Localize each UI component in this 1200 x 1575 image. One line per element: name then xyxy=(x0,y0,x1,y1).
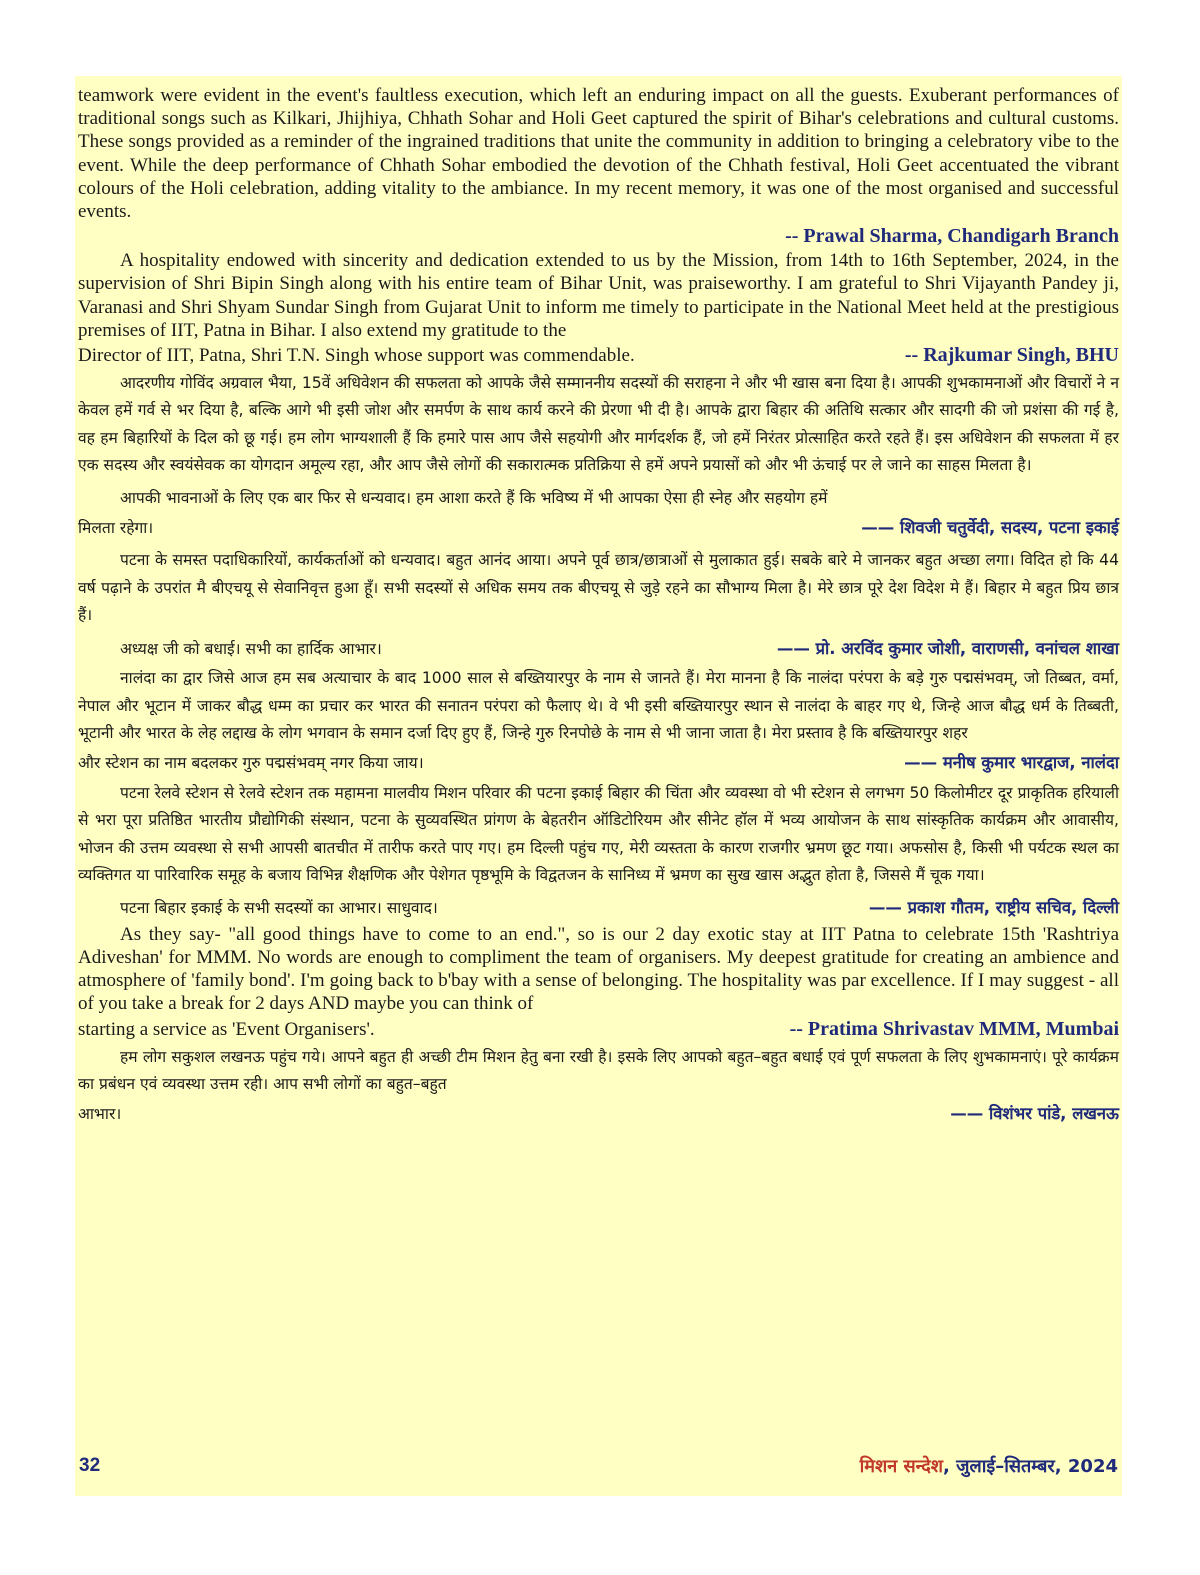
paragraph-7-last-line xyxy=(78,749,1119,777)
letter-paragraph-4: आपकी भावनाओं के लिए एक बार फिर से धन्यवाद। हम आशा करते हैं कि भविष्य में भी आपका ऐसा ही स्नेह और सहयोग हमें xyxy=(120,488,828,507)
paragraph-4-last-line xyxy=(78,514,1119,542)
page-footer xyxy=(75,1436,1122,1496)
paragraph-6-line xyxy=(78,635,1119,663)
paragraph-9-text: पटना बिहार इकाई के सभी सदस्यों का आभार। साधुवाद। xyxy=(120,899,438,918)
letter-paragraph-7: नालंदा का द्वार जिसे आज हम सब अत्याचार के बाद 1000 साल से बख्तियारपुर के नाम से जानते हैं। मेरा मानना है कि नालंदा परंपरा के बड़े गुरु पद्मसंभवम्, जो तिब्बत, वर्मा, नेपाल और भूटान में जाकर बौद्ध धम्म का प्रचार कर भारत की सनातन परंपरा को फैलाए थे। वे भी इसी बख्तियारपुर स्थान से नालंदा के बाहर गए थे, जिन्हे आज बौद्ध धर्म के तिब्बती, भूटानी और भारत के लेह लद्दाख के लोग भगवान के समान दर्जा दिए हुए हैं, जिन्हे गुरु रिनपोछे के नाम से भी जाना जाता है। मेरा प्रस्ताव है कि बख्तियारपुर शहर xyxy=(78,669,1119,742)
signature-shivji-chaturvedi: —— शिवजी चतुर्वेदी, सदस्य, पटना इकाई xyxy=(861,518,1119,538)
issue-date: , जुलाई–सितम्बर, 2024 xyxy=(943,1456,1118,1477)
signature-arvind-kumar-joshi: —— प्रो. अरविंद कुमार जोशी, वाराणसी, वनांचल शाखा xyxy=(776,638,1119,658)
paragraph-7-tail: और स्टेशन का नाम बदलकर गुरु पद्मसंभवम् नगर किया जाय। xyxy=(78,754,424,773)
paragraph-2-tail: Director of IIT, Patna, Shri T.N. Singh whose support was commendable. xyxy=(78,345,635,367)
paragraph-4-tail: मिलता रहेगा। xyxy=(78,519,154,538)
letter-paragraph-3: आदरणीय गोविंद अग्रवाल भैया, 15वें अधिवेशन की सफलता को आपके जैसे सम्माननीय सदस्यों की सराहना ने और भी खास बना दिया है। आपकी शुभकामनाओं और विचारों ने न केवल हमें गर्व से भर दिया है, बल्कि आगे भी इसी जोश और समर्पण के साथ कार्य करने की प्रेरणा भी दी है। आपके द्वारा बिहार की अतिथि सत्कार और सादगी की जो प्रशंसा की गई है, वह हम बिहारियों के दिल को छू गई। हम लोग भाग्यशाली हैं कि हमारे पास आप जैसे सहयोगी और मार्गदर्शक हैं, जो हमें निरंतर प्रोत्साहित करते रहते हैं। इस अधिवेशन की सफलता में हर एक सदस्य और स्वयंसेवक का योगदान अमूल्य रहा, और आप जैसे लोगों की सकारात्मक प्रतिक्रिया से हमें अपने प्रयासों को और भी ऊंचाई पर ले जाने का साहस मिलता है। xyxy=(78,374,1119,475)
magazine-issue xyxy=(860,1454,1118,1478)
letter-paragraph-1: teamwork were evident in the event's faultless execution, which left an enduring impact on all the guests. Exuberant performances of traditional songs such as Kilkari, Jhijhiya, Chhath Sohar and Holi Geet captured the spirit of Bihar's celebrations and cultural customs. These songs provided as a reminder of the ingrained traditions that unite the community in addition to bringing a celebratory vibe to the event. While the deep performance of Chhath Sohar embodied the devotion of the Chhath festival, Holi Geet accentuated the vibrant colours of the Holi celebration, adding vitality to the ambiance. In my recent memory, it was one of the most organised and successful events. xyxy=(78,85,1119,223)
magazine-name: मिशन सन्देश xyxy=(859,1456,944,1477)
letter-paragraph-10: As they say- "all good things have to come to an end.", so is our 2 day exotic stay at IIT Patna to celebrate 15th 'Rashtriya Adiveshan' for MMM. No words are enough to compliment the team of organisers. My deepest gratitude for creating an ambience and atmosphere of 'family bond'. I'm going back to b'bay with a sense of belonging. The hospitality was par excellence. If I may suggest - all of you take a break for 2 days AND maybe you can think of xyxy=(78,923,1119,1015)
letter-paragraph-8: पटना रेलवे स्टेशन से रेलवे स्टेशन तक महामना मालवीय मिशन परिवार की पटना इकाई बिहार की चिंता और व्यवस्था वो भी स्टेशन से लगभग 50 किलोमीटर दूर प्राकृतिक हरियाली से भरा पूरा प्रतिष्ठित भारतीय प्रौद्योगिकी संस्थान, पटना के सुव्यवस्थित प्रांगण के बेहतरीन ऑडिटोरियम और सीनेट हॉल में भव्य आयोजन के साथ सांस्कृतिक कार्यक्रम और आवासीय, भोजन की उत्तम व्यवस्था से सभी आपसी बातचीत में तारीफ करते पाए गए। हम दिल्ली पहुंच गए, मेरी व्यस्तता के कारण राजगीर भ्रमण छूट गया। अफसोस है, किसी भी पर्यटक स्थल का व्यक्तिगत या पारिवारिक समूह के बजाय विभिन्न शैक्षणिक और पेशेगत पृष्ठभूमि के विद्वतजन के सानिध्य में भ्रमण का सुख खास अद्भुत होता है, जिससे मैं चूक गया। xyxy=(78,783,1119,884)
signature-rajkumar-singh: -- Rajkumar Singh, BHU xyxy=(904,344,1119,367)
letter-paragraph-2: A hospitality endowed with sincerity and dedication extended to us by the Mission, from 14th to 16th September, 2024, in the supervision of Shri Bipin Singh along with his entire team of Bihar Unit, was praiseworthy. I am grateful to Shri Vijayanth Pandey ji, Varanasi and Shri Shyam Sundar Singh from Gujarat Unit to inform me timely to participate in the National Meet held at the prestigious premises of IIT, Patna in Bihar. I also extend my gratitude to the xyxy=(78,250,1119,341)
signature-pratima-shrivastav: -- Pratima Shrivastav MMM, Mumbai xyxy=(789,1017,1119,1040)
page-number: 32 xyxy=(79,1455,101,1476)
paragraph-6-text: अध्यक्ष जी को बधाई। सभी का हार्दिक आभार। xyxy=(120,639,382,658)
paragraph-10-last-line xyxy=(78,1016,1119,1042)
letter-paragraph-11: हम लोग सकुशल लखनऊ पहुंच गये। आपने बहुत ही अच्छी टीम मिशन हेतु बना रखी है। इसके लिए आपको बहुत–बहुत बधाई एवं पूर्ण सफलता के लिए शुभकामनाएं। पूरे कार्यक्रम का प्रबंधन एवं व्यवस्था उत्तम रही। आप सभी लोगों का बहुत–बहुत xyxy=(78,1047,1119,1093)
signature-manish-kumar-bhardwaj: —— मनीष कुमार भारद्वाज, नालंदा xyxy=(904,753,1119,773)
paragraph-10-tail: starting a service as 'Event Organisers'. xyxy=(78,1018,375,1040)
signature-vishambhar-pande: —— विशंभर पांडे, लखनऊ xyxy=(950,1104,1119,1124)
paragraph-11-last-line xyxy=(78,1100,1119,1128)
signature-prawal-sharma: -- Prawal Sharma, Chandigarh Branch xyxy=(785,225,1119,248)
paragraph-9-line xyxy=(78,894,1119,922)
page xyxy=(75,76,1122,1496)
signature-prakash-gautam: —— प्रकाश गौतम, राष्ट्रीय सचिव, दिल्ली xyxy=(868,898,1119,918)
letter-paragraph-5: पटना के समस्त पदाधिकारियों, कार्यकर्ताओं को धन्यवाद। बहुत आनंद आया। अपने पूर्व छात्र/छात्राओं से मुलाकात हुई। सबके बारे मे जानकर बहुत अच्छा लगा। विदित हो कि 44 वर्ष पढ़ाने के उपरांत मै बीएचयू से सेवानिवृत्त हुआ हूँ। सभी सदस्यों से अधिक समय तक बीएचयू से जुड़े रहने का सौभाग्य मिला है। मेरे छात्र पूरे देश विदेश मे हैं। बिहार मे बहुत प्रिय छात्र हैं। xyxy=(78,551,1119,625)
paragraph-11-tail: आभार। xyxy=(78,1105,122,1124)
paragraph-2-last-line xyxy=(78,342,1119,368)
